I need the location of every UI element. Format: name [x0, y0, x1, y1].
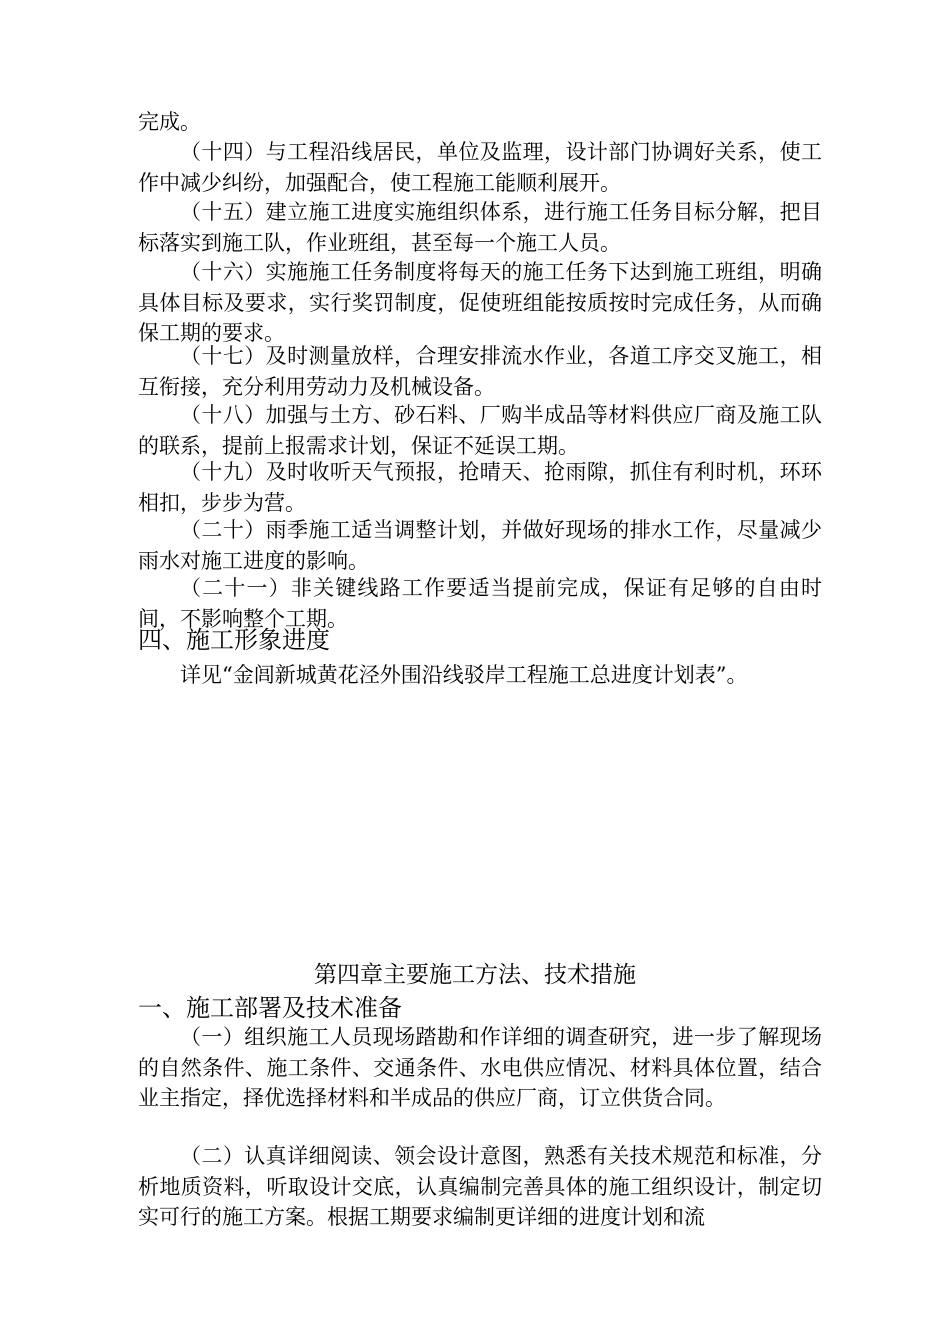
section-heading-4: 四、施工形象进度: [138, 626, 330, 654]
paragraph-item-14: （十四）与工程沿线居民，单位及监理，设计部门协调好关系，使工作中减少纠纷，加强配合，使工程施工能顺利展开。: [138, 140, 822, 195]
paragraph-item-20: （二十）雨季施工适当调整计划，并做好现场的排水工作，尽量减少雨水对施工进度的影响。: [138, 518, 822, 573]
paragraph-schedule-reference: 详见“金闾新城黄花泾外围沿线驳岸工程施工总进度计划表”。: [180, 663, 748, 687]
paragraph-item-18: （十八）加强与土方、砂石料、厂购半成品等材料供应厂商及施工队的联系，提前上报需求计划，保证不延误工期。: [138, 403, 822, 458]
paragraph-item-21: （二十一）非关键线路工作要适当提前完成，保证有足够的自由时间，不影响整个工期。: [138, 576, 822, 631]
paragraph-item-16: （十六）实施施工任务制度将每天的施工任务下达到施工班组，明确具体目标及要求，实行奖罚制度，促使班组能按质按时完成任务，从而确保工期的要求。: [138, 260, 822, 345]
paragraph-item-19: （十九）及时收听天气预报，抢晴天、抢雨隙，抓住有利时机，环环相扣，步步为营。: [138, 460, 822, 515]
paragraph-item-2: （二）认真详细阅读、领会设计意图，熟悉有关技术规范和标准，分析地质资料，听取设计交底，认真编制完善具体的施工组织设计，制定切实可行的施工方案。根据工期要求编制更详细的进度计划和流: [138, 1144, 822, 1229]
paragraph-continuation: 完成。: [138, 110, 201, 134]
section-heading-1: 一、施工部署及技术准备: [138, 994, 402, 1022]
paragraph-item-15: （十五）建立施工进度实施组织体系，进行施工任务目标分解，把目标落实到施工队，作业班组，甚至每一个施工人员。: [138, 200, 822, 255]
chapter-title: 第四章主要施工方法、技术措施: [314, 962, 636, 988]
paragraph-item-17: （十七）及时测量放样，合理安排流水作业，各道工序交叉施工，相互衔接，充分利用劳动力及机械设备。: [138, 344, 822, 399]
paragraph-item-1: （一）组织施工人员现场踏勘和作详细的调查研究，进一步了解现场的自然条件、施工条件、交通条件、水电供应情况、材料具体位置，结合业主指定，择优选择材料和半成品的供应厂商，订立供货合同。: [138, 1025, 822, 1110]
